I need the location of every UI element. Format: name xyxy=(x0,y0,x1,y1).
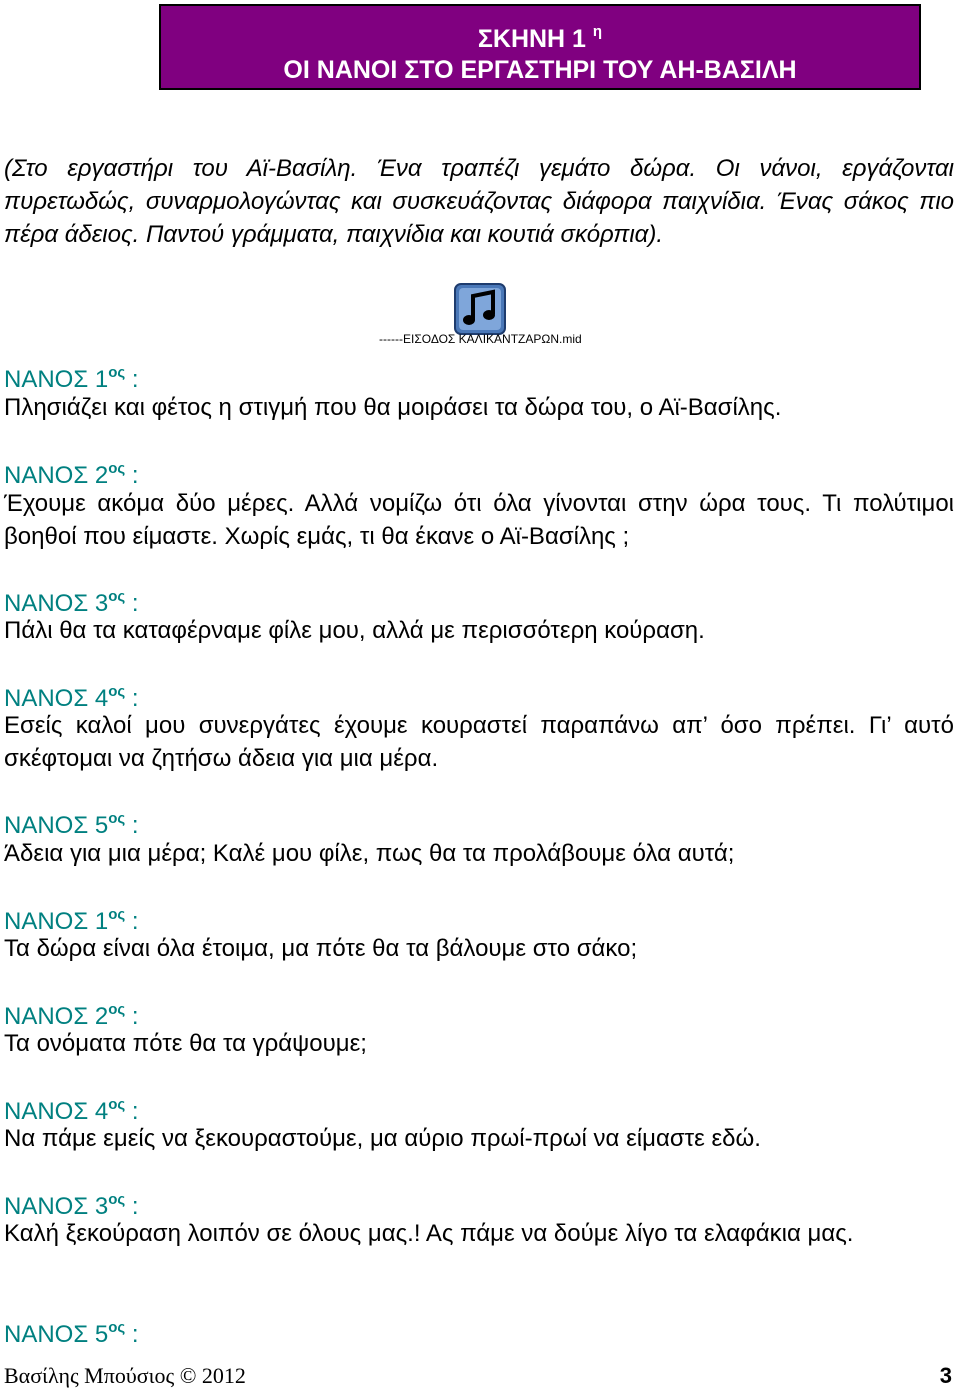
dialogue-line: Πλησιάζει και φέτος η στιγμή που θα μοιράσει τα δώρα του, ο Αϊ-Βασίλης. xyxy=(4,394,782,421)
speaker-label: ΝΑΝΟΣ $3^{o\varsigma}$ : xyxy=(4,588,139,617)
dialogue-line: Έχουμε ακόμα δύο μέρες. Αλλά νομίζω ότι όλα γίνονται στην ώρα τους. Τι πολύτιμοι βοηθοί που είμαστε. Χωρίς εμάς, τι θα έκανε ο Αϊ-Βασίλης ; xyxy=(4,490,954,550)
media-caption[interactable]: ------ΕΙΣΟΔΟΣ ΚΑΛΙΚΑΝΤΖΑΡΩΝ.mid xyxy=(379,332,582,346)
speaker-label: ΝΑΝΟΣ $5^{o\varsigma}$ : xyxy=(4,810,139,839)
speaker-label: ΝΑΝΟΣ $2^{o\varsigma}$ : xyxy=(4,1001,139,1030)
dialogue-line: Εσείς καλοί μου συνεργάτες έχουμε κουραστεί παραπάνω απ’ όσο πρέπει. Γι’ αυτό σκέφτομαι να ζητήσω άδεια για μια μέρα. xyxy=(4,712,954,772)
speaker-label: ΝΑΝΟΣ $2^{o\varsigma}$ : xyxy=(4,460,139,489)
speaker-label: ΝΑΝΟΣ $1^{o\varsigma}$ : xyxy=(4,906,139,935)
stage-direction: (Στο εργαστήρι του Αϊ-Βασίλη. Ένα τραπέζι γεμάτο δώρα. Οι νάνοι, εργάζονται πυρετωδώς, συναρμολογώντας και συσκευάζοντας διάφορα παιχνίδια. Ένας σάκος πιο πέρα άδειος. Παντού γράμματα, παιχνίδια και κουτιά σκόρπια). xyxy=(4,155,954,248)
music-file-icon[interactable] xyxy=(453,282,507,336)
dialogue-line: Τα δώρα είναι όλα έτοιμα, μα πότε θα τα βάλουμε στο σάκο; xyxy=(4,935,638,962)
dialogue-line: Άδεια για μια μέρα; Καλέ μου φίλε, πως θα τα προλάβουμε όλα αυτά; xyxy=(4,840,735,867)
scene-number: ΣΚΗΝΗ 1 $^\eta$ xyxy=(477,23,603,53)
scene-title-box xyxy=(159,4,921,90)
dialogue-line: Να πάμε εμείς να ξεκουραστούμε, μα αύριο πρωί-πρωί να είμαστε εδώ. xyxy=(4,1125,761,1152)
dialogue-line: Τα ονόματα πότε θα τα γράψουμε; xyxy=(4,1030,367,1057)
footer-author: Βασίλης Μπούσιος © 2012 xyxy=(4,1363,246,1388)
speaker-label: ΝΑΝΟΣ $1^{o\varsigma}$ : xyxy=(4,364,139,393)
speaker-label: ΝΑΝΟΣ $5^{o\varsigma}$ : xyxy=(4,1319,139,1348)
scene-number-suffix: η xyxy=(592,23,603,40)
speaker-label: ΝΑΝΟΣ $4^{o\varsigma}$ : xyxy=(4,683,139,712)
speaker-label: ΝΑΝΟΣ $3^{o\varsigma}$ : xyxy=(4,1191,139,1220)
speaker-label: ΝΑΝΟΣ $4^{o\varsigma}$ : xyxy=(4,1096,139,1125)
scene-title: ΟΙ ΝΑΝΟΙ ΣΤΟ ΕΡΓΑΣΤΗΡΙ ΤΟΥ ΑΗ-ΒΑΣΙΛΗ xyxy=(283,56,797,84)
dialogue-line: Πάλι θα τα καταφέρναμε φίλε μου, αλλά με περισσότερη κούραση. xyxy=(4,617,705,644)
dialogue-line: Καλή ξεκούραση λοιπόν σε όλους μας.! Ας πάμε να δούμε λίγο τα ελαφάκια μας. xyxy=(4,1220,854,1247)
page-number: 3 xyxy=(939,1363,952,1388)
